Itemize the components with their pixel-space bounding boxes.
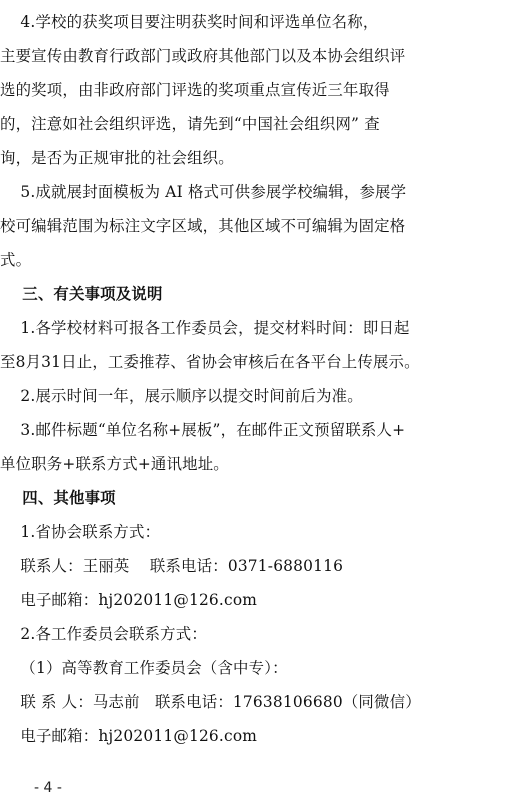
page-number: - 4 - xyxy=(34,780,62,796)
text-line-4: 的，注意如社会组织评选，请先到“中国社会组织网” 查 xyxy=(0,115,380,133)
text-line-10: 1.各学校材料可报各工作委员会，提交材料时间：即日起 xyxy=(0,319,410,337)
text-line-11: 至8月31日止，工委推荐、省协会审核后在各平台上传展示。 xyxy=(0,353,420,371)
email-line-1: 电子邮箱：hj202011@126.com xyxy=(0,591,258,609)
text-line-5: 询，是否为正规审批的社会组织。 xyxy=(0,149,234,167)
text-line-20: （1）高等教育工作委员会（含中专）： xyxy=(0,659,288,677)
contact-line-2: 联 系 人：马志前 联系电话：17638106680（同微信） xyxy=(0,693,421,711)
section-heading-3: 三、有关事项及说明 xyxy=(0,285,163,303)
text-line-14: 单位职务+联系方式+通讯地址。 xyxy=(0,455,229,473)
text-line-3: 选的奖项，由非政府部门评选的奖项重点宣传近三年取得 xyxy=(0,81,390,99)
text-line-13: 3.邮件标题“单位名称+展板”，在邮件正文预留联系人+ xyxy=(0,421,406,439)
text-line-19: 2.各工作委员会联系方式： xyxy=(0,625,207,643)
text-line-8: 式。 xyxy=(0,251,32,269)
contact-line-1: 联系人：王丽英 联系电话：0371-6880116 xyxy=(0,557,344,575)
text-line-6: 5.成就展封面模板为 AI 格式可供参展学校编辑，参展学 xyxy=(0,183,407,201)
email-line-2: 电子邮箱：hj202011@126.com xyxy=(0,727,258,745)
text-line-1: 4.学校的获奖项目要注明获奖时间和评选单位名称， xyxy=(0,13,379,31)
text-line-12: 2.展示时间一年，展示顺序以提交时间前后为准。 xyxy=(0,387,363,405)
text-line-16: 1.省协会联系方式： xyxy=(0,523,161,541)
text-line-7: 校可编辑范围为标注文字区域，其他区域不可编辑为固定格 xyxy=(0,217,406,235)
section-heading-4: 四、其他事项 xyxy=(0,489,116,507)
text-line-2: 主要宣传由教育行政部门或政府其他部门以及本协会组织评 xyxy=(0,47,406,65)
